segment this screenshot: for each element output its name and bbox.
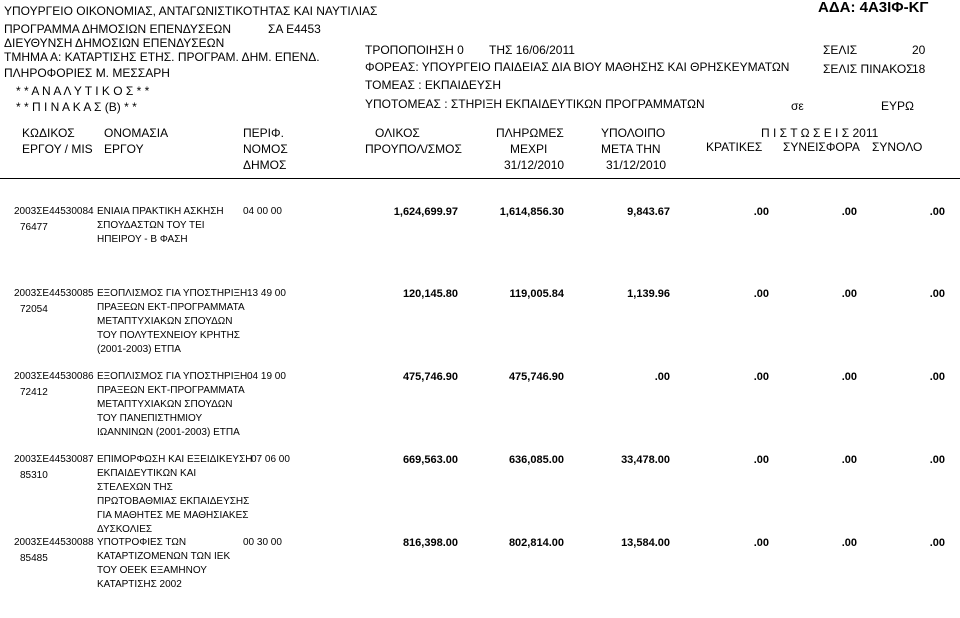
- payments-to-date: 119,005.84: [509, 288, 564, 300]
- description-line: ΗΠΕΙΡΟΥ - Β ΦΑΣΗ: [97, 234, 188, 245]
- page-number: 20: [912, 43, 926, 57]
- project-description: [97, 536, 247, 592]
- col-region-line1: ΠΕΡΙΦ.: [243, 126, 284, 140]
- info-contact: ΠΛΗΡΟΦΟΡΙΕΣ Μ. ΜΕΣΣΑΡΗ: [4, 66, 170, 80]
- col-code-line2: ΕΡΓΟΥ / MIS: [22, 142, 93, 156]
- description-line: ΣΤΕΛΕΧΩΝ ΤΗΣ: [97, 482, 173, 493]
- payments-to-date: 802,814.00: [508, 537, 564, 549]
- currency-label: ΕΥΡΩ: [881, 99, 914, 113]
- description-line: ΥΠΟΤΡΟΦΙΕΣ ΤΩΝ: [97, 537, 187, 548]
- table-page-number: 18: [912, 62, 926, 76]
- contribution-credit: .00: [841, 454, 857, 466]
- sum-credit: .00: [929, 537, 945, 549]
- mis-code: 76477: [20, 222, 48, 233]
- description-line: ΕΠΙΜΟΡΦΩΣΗ ΚΑΙ ΕΞΕΙΔΙΚΕΥΣΗ: [97, 454, 253, 465]
- mis-code: 72412: [20, 387, 48, 398]
- project-code: 2003ΣΕ44530086: [14, 371, 94, 382]
- sum-credit: .00: [929, 288, 945, 300]
- table-label: * * Π Ι Ν Α Κ Α Σ (Β) * *: [16, 100, 137, 114]
- description-line: ΚΑΤΑΡΤΙΣΗΣ 2002: [97, 579, 182, 590]
- payments-to-date: 475,746.90: [508, 371, 564, 383]
- description-line: ΤΟΥ ΠΑΝΕΠΙΣΤΗΜΙΟΥ: [97, 413, 203, 424]
- col-region-line3: ΔΗΜΟΣ: [243, 158, 287, 172]
- project-description: [97, 287, 247, 357]
- state-credit: .00: [753, 537, 769, 549]
- remaining-amount: 13,584.00: [621, 537, 670, 549]
- project-description: [97, 370, 247, 440]
- sector-label: ΤΟΜΕΑΣ : ΕΚΠΑΙΔΕΥΣΗ: [365, 78, 501, 92]
- sa-code: ΣΑ Ε4453: [268, 22, 321, 36]
- body-label: ΦΟΡΕΑΣ: ΥΠΟΥΡΓΕΙΟ ΠΑΙΔΕΙΑΣ ΔΙΑ ΒΙΟΥ ΜΑΘΗΣΗΣ ΚΑΙ ΘΡΗΣΚΕΥΜΑΤΩΝ: [365, 60, 790, 74]
- sum-credit: .00: [929, 454, 945, 466]
- remaining-amount: .00: [654, 371, 670, 383]
- ada-code: ΑΔΑ: 4Α3ΙΦ-ΚΓ: [818, 0, 929, 16]
- project-description: [97, 453, 253, 537]
- description-line: ΓΙΑ ΜΑΘΗΤΕΣ ΜΕ ΜΑΘΗΣΙΑΚΕΣ: [97, 510, 249, 521]
- description-line: ΤΟΥ ΟΕΕΚ ΕΞΑΜΗΝΟΥ: [97, 565, 207, 576]
- analysis-label: * * Α Ν Α Λ Υ Τ Ι Κ Ο Σ * *: [16, 84, 150, 98]
- mis-code: 85485: [20, 553, 48, 564]
- col-remaining-line3: 31/12/2010: [606, 158, 667, 172]
- col-state: ΚΡΑΤΙΚΕΣ: [706, 140, 763, 154]
- program-title: ΠΡΟΓΡΑΜΜΑ ΔΗΜΟΣΙΩΝ ΕΠΕΝΔΥΣΕΩΝ: [4, 22, 231, 36]
- col-credits-title: Π Ι Σ Τ Ω Σ Ε Ι Σ 2011: [761, 126, 879, 140]
- contribution-credit: .00: [841, 288, 857, 300]
- sum-credit: .00: [929, 371, 945, 383]
- total-budget: 475,746.90: [402, 371, 458, 383]
- description-line: ΣΠΟΥΔΑΣΤΩΝ ΤΟΥ ΤΕΙ: [97, 220, 205, 231]
- modification-date: ΤΗΣ 16/06/2011: [489, 43, 575, 57]
- description-line: ΜΕΤΑΠΤΥΧΙΑΚΩΝ ΣΠΟΥΔΩΝ: [97, 399, 233, 410]
- header-divider: [0, 178, 960, 179]
- region-code: 04 19 00: [247, 371, 286, 382]
- col-contribution: ΣΥΝΕΙΣΦΟΡΑ: [783, 140, 860, 154]
- col-sum: ΣΥΝΟΛΟ: [872, 140, 923, 154]
- project-description: [97, 205, 247, 247]
- region-code: 07 06 00: [251, 454, 290, 465]
- subsector-label: ΥΠΟΤΟΜΕΑΣ : ΣΤΗΡΙΞΗ ΕΚΠΑΙΔΕΥΤΙΚΩΝ ΠΡΟΓΡΑΜΜΑΤΩΝ: [365, 97, 705, 111]
- col-paid-line1: ΠΛΗΡΩΜΕΣ: [496, 126, 564, 140]
- department-title: ΤΜΗΜΑ Α: ΚΑΤΑΡΤΙΣΗΣ ΕΤΗΣ. ΠΡΟΓΡΑΜ. ΔΗΜ. ΕΠΕΝΔ.: [4, 50, 320, 64]
- description-line: ΕΞΟΠΛΙΣΜΟΣ ΓΙΑ ΥΠΟΣΤΗΡΙΞΗ: [97, 371, 248, 382]
- col-name-line2: ΕΡΓΟΥ: [104, 142, 144, 156]
- description-line: ΙΩΑΝΝΙΝΩΝ (2001-2003) ΕΤΠΑ: [97, 427, 240, 438]
- col-remaining-line1: ΥΠΟΛΟΙΠΟ: [601, 126, 666, 140]
- description-line: ΠΡΩΤΟΒΑΘΜΙΑΣ ΕΚΠΑΙΔΕΥΣΗΣ: [97, 496, 250, 507]
- col-region-line2: ΝΟΜΟΣ: [243, 142, 288, 156]
- project-code: 2003ΣΕ44530088: [14, 537, 94, 548]
- col-paid-line3: 31/12/2010: [504, 158, 565, 172]
- col-total-line2: ΠΡΟΥΠΟΛ/ΣΜΟΣ: [365, 142, 462, 156]
- modification-label: ΤΡΟΠΟΠΟΙΗΣΗ 0: [365, 43, 464, 57]
- project-code: 2003ΣΕ44530084: [14, 206, 94, 217]
- col-total-line1: ΟΛΙΚΟΣ: [375, 126, 420, 140]
- description-line: ΚΑΤΑΡΤΙΖΟΜΕΝΩΝ ΤΩΝ ΙΕΚ: [97, 551, 231, 562]
- region-code: 04 00 00: [243, 206, 282, 217]
- description-line: ΠΡΑΞΕΩΝ ΕΚΤ-ΠΡΟΓΡΑΜΜΑΤΑ: [97, 302, 245, 313]
- payments-to-date: 636,085.00: [508, 454, 564, 466]
- table-page-label: ΣΕΛΙΣ ΠΙΝΑΚΟΣ: [823, 62, 914, 76]
- col-remaining-line2: ΜΕΤΑ ΤΗΝ: [601, 142, 661, 156]
- description-line: ΠΡΑΞΕΩΝ ΕΚΤ-ΠΡΟΓΡΑΜΜΑΤΑ: [97, 385, 245, 396]
- directorate-title: ΔΙΕΥΘΥΝΣΗ ΔΗΜΟΣΙΩΝ ΕΠΕΝΔΥΣΕΩΝ: [4, 36, 225, 50]
- ministry-title: ΥΠΟΥΡΓΕΙΟ ΟΙΚΟΝΟΜΙΑΣ, ΑΝΤΑΓΩΝΙΣΤΙΚΟΤΗΤΑΣ ΚΑΙ ΝΑΥΤΙΛΙΑΣ: [4, 4, 378, 18]
- remaining-amount: 1,139.96: [627, 288, 670, 300]
- total-budget: 120,145.80: [402, 288, 458, 300]
- mis-code: 72054: [20, 304, 48, 315]
- contribution-credit: .00: [841, 371, 857, 383]
- payments-to-date: 1,614,856.30: [499, 206, 564, 218]
- description-line: ΔΥΣΚΟΛΙΕΣ: [97, 524, 153, 535]
- project-code: 2003ΣΕ44530085: [14, 288, 94, 299]
- remaining-amount: 33,478.00: [621, 454, 670, 466]
- remaining-amount: 9,843.67: [627, 206, 670, 218]
- state-credit: .00: [753, 206, 769, 218]
- page-label: ΣΕΛΙΣ: [823, 43, 858, 57]
- description-line: ΤΟΥ ΠΟΛΥΤΕΧΝΕΙΟΥ ΚΡΗΤΗΣ: [97, 330, 240, 341]
- project-code: 2003ΣΕ44530087: [14, 454, 94, 465]
- description-line: ΕΝΙΑΙΑ ΠΡΑΚΤΙΚΗ ΑΣΚΗΣΗ: [97, 206, 224, 217]
- contribution-credit: .00: [841, 206, 857, 218]
- description-line: (2001-2003) ΕΤΠΑ: [97, 344, 181, 355]
- region-code: 00 30 00: [243, 537, 282, 548]
- description-line: ΕΚΠΑΙΔΕΥΤΙΚΩΝ ΚΑΙ: [97, 468, 197, 479]
- col-name-line1: ΟΝΟΜΑΣΙΑ: [104, 126, 169, 140]
- state-credit: .00: [753, 454, 769, 466]
- state-credit: .00: [753, 288, 769, 300]
- description-line: ΕΞΟΠΛΙΣΜΟΣ ΓΙΑ ΥΠΟΣΤΗΡΙΞΗ: [97, 288, 248, 299]
- contribution-credit: .00: [841, 537, 857, 549]
- total-budget: 816,398.00: [402, 537, 458, 549]
- total-budget: 1,624,699.97: [393, 206, 458, 218]
- sum-credit: .00: [929, 206, 945, 218]
- region-code: 13 49 00: [247, 288, 286, 299]
- col-paid-line2: ΜΕΧΡΙ: [510, 142, 548, 156]
- state-credit: .00: [753, 371, 769, 383]
- col-code-line1: ΚΩΔΙΚΟΣ: [22, 126, 75, 140]
- total-budget: 669,563.00: [402, 454, 458, 466]
- description-line: ΜΕΤΑΠΤΥΧΙΑΚΩΝ ΣΠΟΥΔΩΝ: [97, 316, 233, 327]
- unit-in-label: σε: [791, 99, 804, 113]
- mis-code: 85310: [20, 470, 48, 481]
